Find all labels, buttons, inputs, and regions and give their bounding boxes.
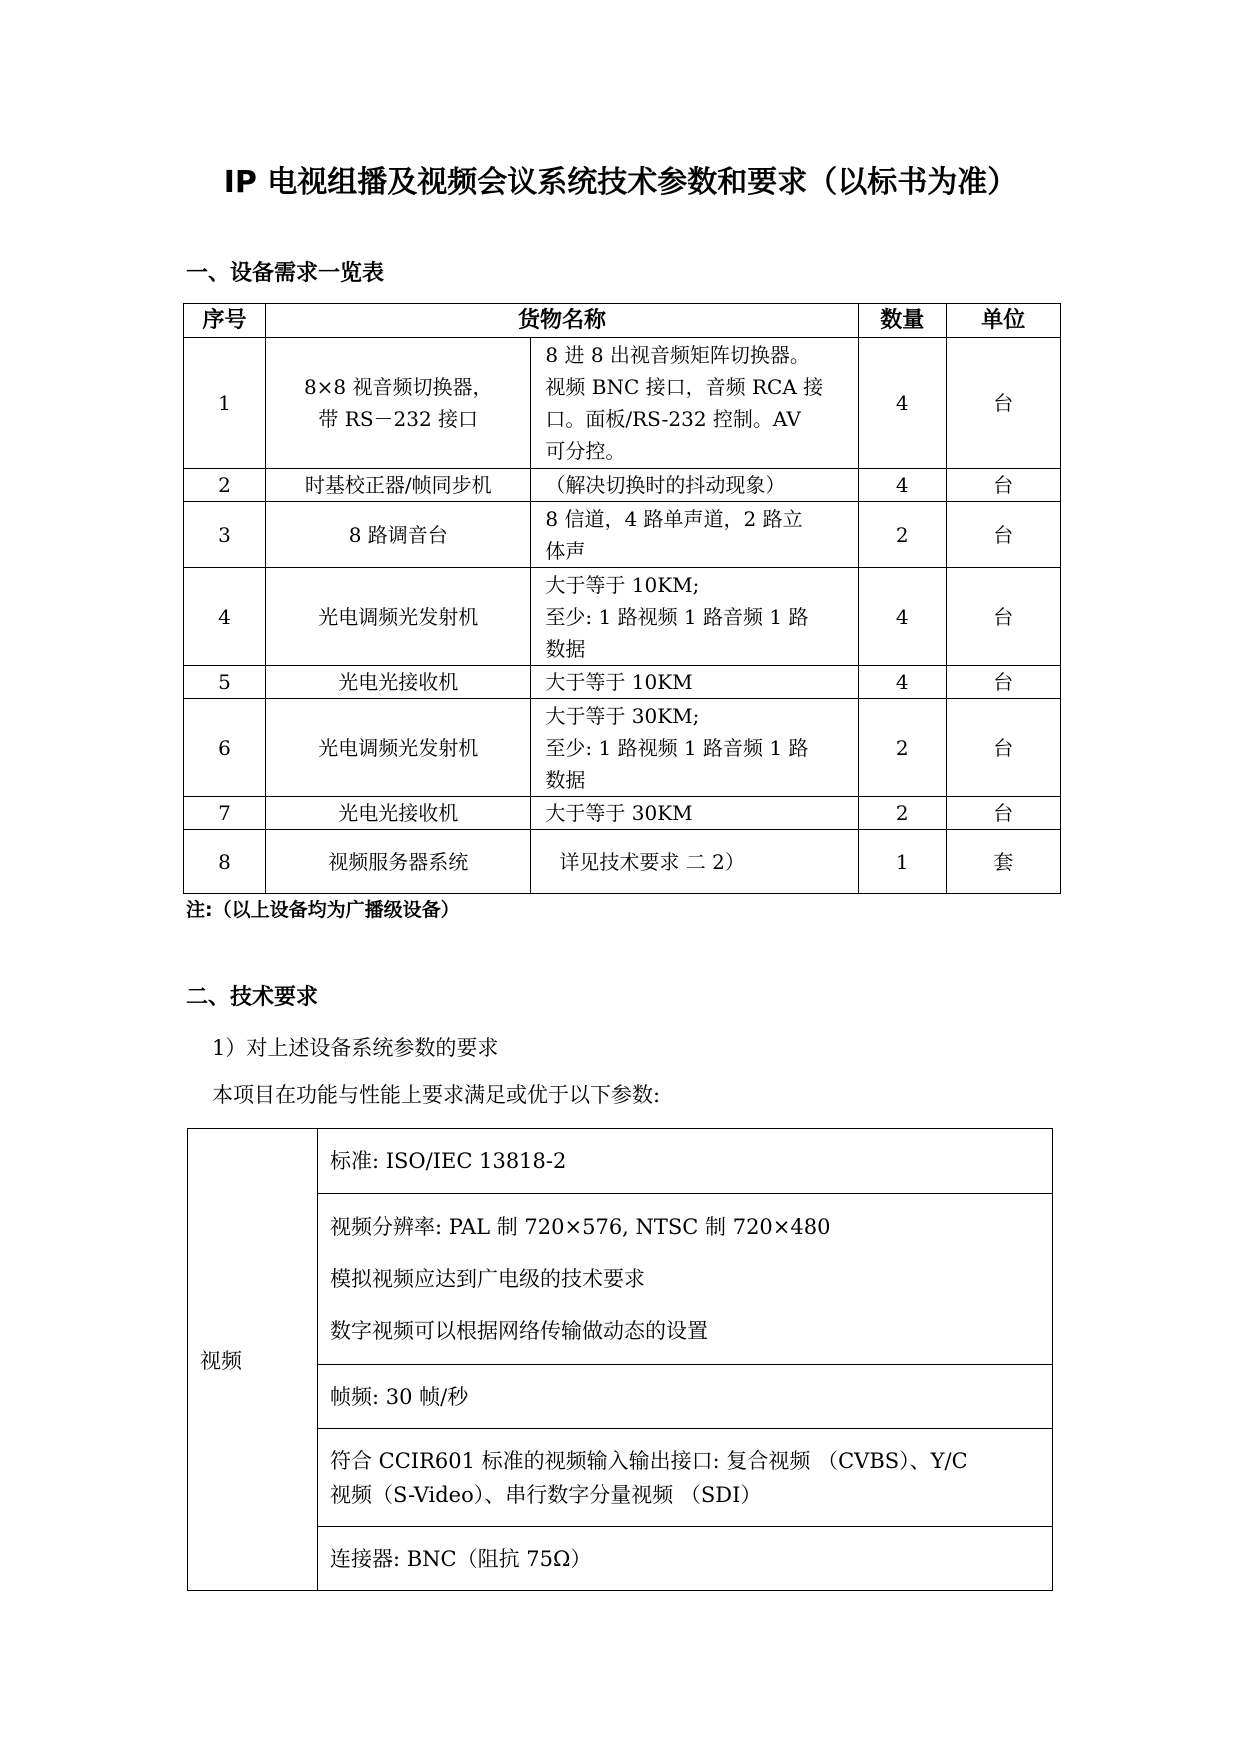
spec-row bbox=[188, 1527, 1053, 1591]
table-row bbox=[184, 666, 1061, 699]
header-unit: 单位 bbox=[946, 304, 1060, 338]
page-title: IP 电视组播及视频会议系统技术参数和要求（以标书为准） bbox=[223, 165, 1018, 200]
row-name: 光电光接收机 bbox=[266, 797, 531, 830]
spec-row bbox=[188, 1129, 1053, 1194]
row-unit: 台 bbox=[946, 502, 1060, 568]
row-qty: 4 bbox=[858, 568, 946, 666]
row-desc bbox=[531, 568, 858, 666]
table-row bbox=[184, 502, 1061, 568]
row-no: 8 bbox=[184, 830, 266, 894]
row-no: 7 bbox=[184, 797, 266, 830]
row-no: 3 bbox=[184, 502, 266, 568]
row-qty: 4 bbox=[858, 469, 946, 502]
table-row bbox=[184, 338, 1061, 469]
spec-row bbox=[188, 1194, 1053, 1365]
row-desc bbox=[531, 338, 858, 469]
row-desc-line: 大于等于 10KM; bbox=[545, 572, 700, 597]
row-name: 8 路调音台 bbox=[266, 502, 531, 568]
tech-intro: 本项目在功能与性能上要求满足或优于以下参数: bbox=[212, 1083, 661, 1107]
row-desc-line: 口。面板/RS-232 控制。AV bbox=[545, 407, 801, 431]
row-desc-line: 大于等于 30KM; bbox=[545, 703, 700, 728]
spec-row bbox=[188, 1365, 1053, 1429]
row-name-line: 带 RS－232 接口 bbox=[318, 407, 479, 431]
row-no: 4 bbox=[184, 568, 266, 666]
row-name: 光电光接收机 bbox=[266, 666, 531, 699]
row-desc-line: 8 进 8 出视音频矩阵切换器。 bbox=[545, 343, 810, 367]
row-desc-line: 8 信道，4 路单声道，2 路立 bbox=[545, 506, 803, 531]
header-name: 货物名称 bbox=[266, 304, 859, 338]
table-row bbox=[184, 797, 1061, 830]
row-qty: 4 bbox=[858, 666, 946, 699]
spec-line: 模拟视频应达到广电级的技术要求 bbox=[330, 1267, 645, 1291]
spec-line: 视频（S-Video）、串行数字分量视频 （SDI） bbox=[330, 1482, 762, 1507]
row-no: 2 bbox=[184, 469, 266, 502]
row-no: 6 bbox=[184, 699, 266, 797]
row-unit: 台 bbox=[946, 338, 1060, 469]
header-qty: 数量 bbox=[858, 304, 946, 338]
spec-category: 视频 bbox=[188, 1129, 318, 1591]
spec-line: 符合 CCIR601 标准的视频输入输出接口: 复合视频 （CVBS）、Y/C bbox=[330, 1448, 968, 1473]
row-desc bbox=[531, 502, 858, 568]
spec-row bbox=[188, 1429, 1053, 1527]
row-desc-line: 视频 BNC 接口，音频 RCA 接 bbox=[545, 375, 824, 399]
row-desc: 大于等于 30KM bbox=[531, 797, 858, 830]
header-no: 序号 bbox=[184, 304, 266, 338]
table-row bbox=[184, 568, 1061, 666]
spec-item bbox=[318, 1365, 1053, 1429]
row-no: 5 bbox=[184, 666, 266, 699]
spec-item bbox=[318, 1194, 1053, 1365]
row-qty: 2 bbox=[858, 797, 946, 830]
row-desc-line: 数据 bbox=[545, 636, 586, 661]
section-heading-tech: 二、技术要求 bbox=[186, 985, 319, 1010]
spec-line: 视频分辨率: PAL 制 720×576, NTSC 制 720×480 bbox=[330, 1215, 831, 1239]
equipment-table bbox=[183, 303, 1061, 894]
spec-line: 帧频: 30 帧/秒 bbox=[330, 1384, 469, 1409]
row-qty: 4 bbox=[858, 338, 946, 469]
tech-subheading: 1）对上述设备系统参数的要求 bbox=[212, 1036, 499, 1060]
row-name: 光电调频光发射机 bbox=[266, 699, 531, 797]
row-qty: 2 bbox=[858, 699, 946, 797]
spec-line: 标准: ISO/IEC 13818-2 bbox=[330, 1149, 567, 1173]
row-desc-line: 至少: 1 路视频 1 路音频 1 路 bbox=[545, 604, 809, 629]
table-row bbox=[184, 469, 1061, 502]
row-unit: 套 bbox=[946, 830, 1060, 894]
spec-line: 连接器: BNC（阻抗 75Ω） bbox=[330, 1546, 592, 1571]
table-note: 注:（以上设备均为广播级设备） bbox=[186, 899, 460, 921]
table-row bbox=[184, 830, 1061, 894]
row-desc bbox=[531, 699, 858, 797]
row-name: 时基校正器/帧同步机 bbox=[266, 469, 531, 502]
row-qty: 2 bbox=[858, 502, 946, 568]
row-unit: 台 bbox=[946, 797, 1060, 830]
row-unit: 台 bbox=[946, 699, 1060, 797]
row-name-line: 8×8 视音频切换器， bbox=[303, 375, 493, 399]
row-desc: 详见技术要求 二 2） bbox=[531, 830, 858, 894]
section-heading-equipment: 一、设备需求一览表 bbox=[186, 261, 385, 286]
spec-item bbox=[318, 1429, 1053, 1527]
spec-line: 数字视频可以根据网络传输做动态的设置 bbox=[330, 1319, 708, 1343]
row-no: 1 bbox=[184, 338, 266, 469]
row-name: 视频服务器系统 bbox=[266, 830, 531, 894]
spec-item bbox=[318, 1527, 1053, 1591]
row-desc: （解决切换时的抖动现象） bbox=[531, 469, 858, 502]
row-desc-line: 至少: 1 路视频 1 路音频 1 路 bbox=[545, 735, 809, 760]
row-name bbox=[266, 338, 531, 469]
table-header-row bbox=[184, 304, 1061, 338]
row-desc-line: 可分控。 bbox=[545, 439, 626, 463]
row-desc: 大于等于 10KM bbox=[531, 666, 858, 699]
spec-item bbox=[318, 1129, 1053, 1194]
row-unit: 台 bbox=[946, 568, 1060, 666]
row-desc-line: 体声 bbox=[545, 538, 586, 563]
row-qty: 1 bbox=[858, 830, 946, 894]
table-row bbox=[184, 699, 1061, 797]
row-unit: 台 bbox=[946, 469, 1060, 502]
row-unit: 台 bbox=[946, 666, 1060, 699]
row-name: 光电调频光发射机 bbox=[266, 568, 531, 666]
row-desc-line: 数据 bbox=[545, 767, 586, 792]
video-spec-table bbox=[187, 1128, 1053, 1591]
